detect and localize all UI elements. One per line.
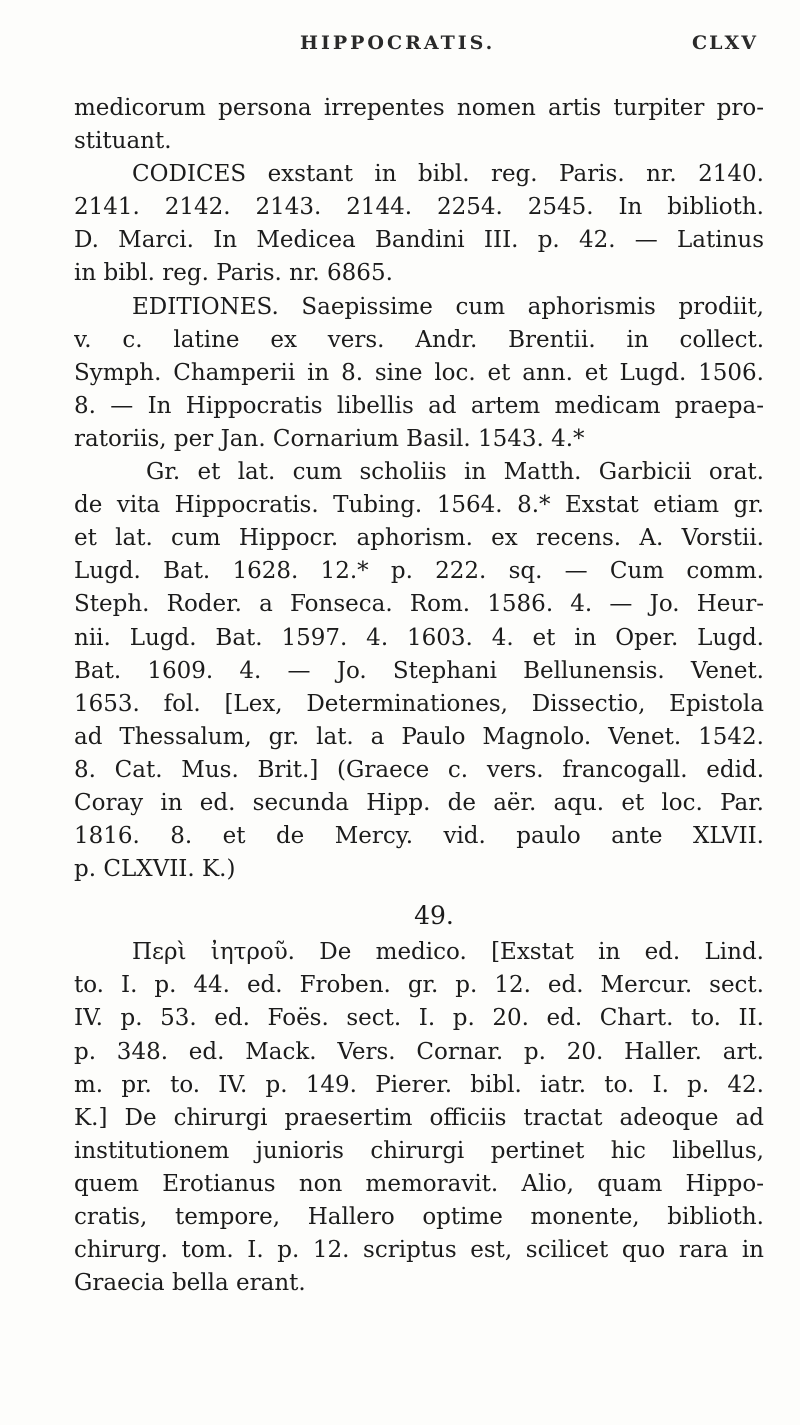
- text-line: Bat. 1609. 4. — Jo. Stephani Bellunensis. Venet.: [74, 657, 764, 684]
- text-line: Coray in ed. secunda Hipp. de aër. aqu. et loc. Par.: [74, 789, 764, 816]
- text-line: m. pr. to. IV. p. 149. Pierer. bibl. iatr. to. I. p. 42.: [74, 1071, 764, 1098]
- section-number: 49.: [414, 901, 454, 931]
- text-line: Gr. et lat. cum scholiis in Matth. Garbicii orat.: [146, 459, 764, 486]
- text-line: Symph. Champerii in 8. sine loc. et ann. et Lugd. 1506.: [74, 359, 764, 386]
- text-line: Steph. Roder. a Fonseca. Rom. 1586. 4. — Jo. Heur-: [74, 591, 764, 618]
- text-line: p. 348. ed. Mack. Vers. Cornar. p. 20. Haller. art.: [74, 1038, 764, 1065]
- text-line: IV. p. 53. ed. Foës. sect. I. p. 20. ed. Chart. to. II.: [74, 1005, 764, 1032]
- text-line: Περὶ ἰητροῦ. De medico. [Exstat in ed. Lind.: [132, 939, 764, 966]
- text-line: ratoriis, per Jan. Cornarium Basil. 1543. 4.*: [74, 425, 585, 452]
- text-line: de vita Hippocratis. Tubing. 1564. 8.* Exstat etiam gr.: [74, 492, 764, 519]
- running-title: HIPPOCRATIS.: [300, 32, 496, 54]
- text-line: 8. Cat. Mus. Brit.] (Graece c. vers. francogall. edid.: [74, 756, 764, 783]
- text-line: CODICES exstant in bibl. reg. Paris. nr. 2140.: [132, 161, 764, 188]
- text-line: nii. Lugd. Bat. 1597. 4. 1603. 4. et in Oper. Lugd.: [74, 624, 764, 651]
- text-line: 1816. 8. et de Mercy. vid. paulo ante XLVII.: [74, 823, 764, 850]
- page-number: CLXV: [692, 32, 758, 54]
- text-line: ad Thessalum, gr. lat. a Paulo Magnolo. Venet. 1542.: [74, 723, 764, 750]
- text-line: quem Erotianus non memoravit. Alio, quam Hippo-: [74, 1170, 764, 1197]
- running-header: [0, 32, 800, 62]
- text-line: Lugd. Bat. 1628. 12.* p. 222. sq. — Cum comm.: [74, 558, 764, 585]
- text-line: chirurg. tom. I. p. 12. scriptus est, scilicet quo rara in: [74, 1237, 764, 1264]
- text-line: institutionem junioris chirurgi pertinet hic libellus,: [74, 1137, 764, 1164]
- text-line: 1653. fol. [Lex, Determinationes, Dissectio, Epistola: [74, 690, 764, 717]
- text-line: 8. — In Hippocratis libellis ad artem medicam praepa-: [74, 392, 764, 419]
- text-line: v. c. latine ex vers. Andr. Brentii. in collect.: [74, 326, 764, 353]
- text-line: in bibl. reg. Paris. nr. 6865.: [74, 260, 393, 287]
- text-line: 2141. 2142. 2143. 2144. 2254. 2545. In biblioth.: [74, 194, 764, 221]
- text-line: et lat. cum Hippocr. aphorism. ex recens. A. Vorstii.: [74, 525, 764, 552]
- text-line: medicorum persona irrepentes nomen artis turpiter pro-: [74, 95, 764, 121]
- text-line: cratis, tempore, Hallero optime monente, biblioth.: [74, 1204, 764, 1230]
- text-line: stituant.: [74, 128, 172, 155]
- text-line: to. I. p. 44. ed. Froben. gr. p. 12. ed. Mercur. sect.: [74, 972, 764, 999]
- text-line: D. Marci. In Medicea Bandini III. p. 42. — Latinus: [74, 227, 764, 254]
- text-line: Graecia bella erant.: [74, 1270, 306, 1297]
- text-line: EDITIONES. Saepissime cum aphorismis prodiit,: [132, 293, 764, 320]
- text-line: p. CLXVII. K.): [74, 856, 236, 883]
- body-text: [74, 92, 764, 1300]
- text-line: K.] De chirurgi praesertim officiis tractat adeoque ad: [74, 1104, 764, 1131]
